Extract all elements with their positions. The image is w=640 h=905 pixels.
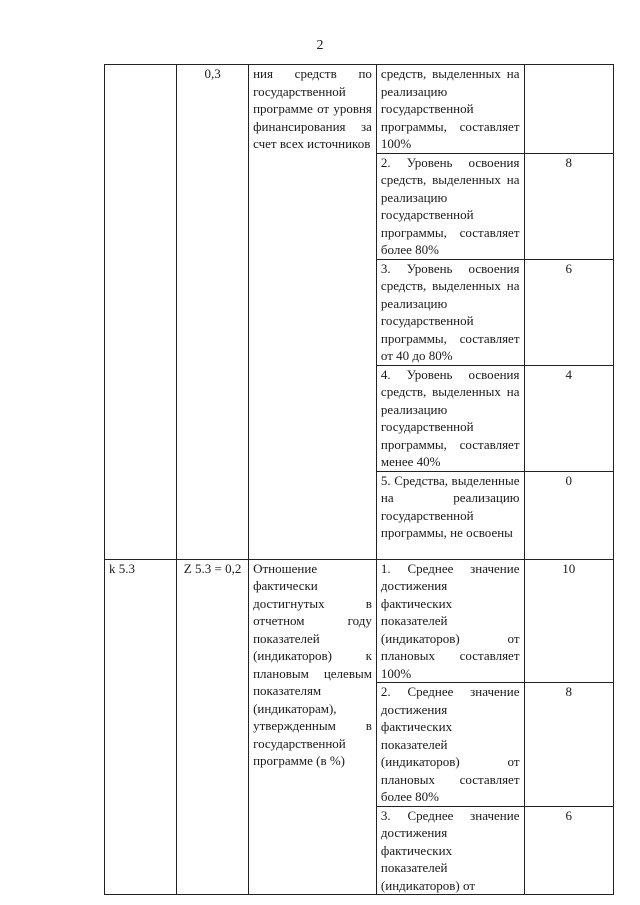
score-cell: 8 [524, 683, 614, 807]
criterion-cell: 2. Уровень освоения средств, выделенных на реализацию государственной программы, составляет более 80% [376, 153, 524, 259]
score-cell: 6 [524, 259, 614, 365]
score-cell: 10 [524, 559, 614, 683]
criterion-cell: 4. Уровень освоения средств, выделенных на реализацию государственной программы, составляет менее 40% [376, 365, 524, 471]
evaluation-table [104, 64, 614, 895]
score-cell: 6 [524, 806, 614, 895]
score-cell [524, 65, 614, 154]
score-cell: 4 [524, 365, 614, 471]
criterion-cell: 2. Среднее значение достижения фактических показателей (индикаторов) от плановых составляет более 80% [376, 683, 524, 807]
criterion-cell: средств, выделенных на реализацию государственной программы, составляет 100% [376, 65, 524, 154]
table-row [105, 559, 614, 683]
indicator-description-cell: ния средств по государственной программе от уровня финансирования за счет всех источников [249, 65, 377, 560]
page-number: 2 [316, 38, 324, 53]
criterion-cell: 1. Среднее значение достижения фактических показателей (индикаторов) от плановых составляет 100% [376, 559, 524, 683]
weight-cell: 0,3 [177, 65, 249, 560]
criterion-cell: 3. Среднее значение достижения фактических показателей (индикаторов) от [376, 806, 524, 895]
indicator-code-cell: k 5.3 [105, 559, 177, 895]
weight-cell: Z 5.3 = 0,2 [177, 559, 249, 895]
table-row [105, 65, 614, 154]
indicator-description-cell: Отношение фактически достигнутых в отчетном году показателей (индикаторов) к плановым целевым показателям (индикаторам), утвержденным в государственной программе (в %) [249, 559, 377, 895]
score-cell: 8 [524, 153, 614, 259]
indicator-code-cell [105, 65, 177, 560]
criterion-cell: 5. Средства, выделенные на реализацию государственной программы, не освоены [376, 471, 524, 559]
score-cell: 0 [524, 471, 614, 559]
criterion-cell: 3. Уровень освоения средств, выделенных на реализацию государственной программы, составляет от 40 до 80% [376, 259, 524, 365]
